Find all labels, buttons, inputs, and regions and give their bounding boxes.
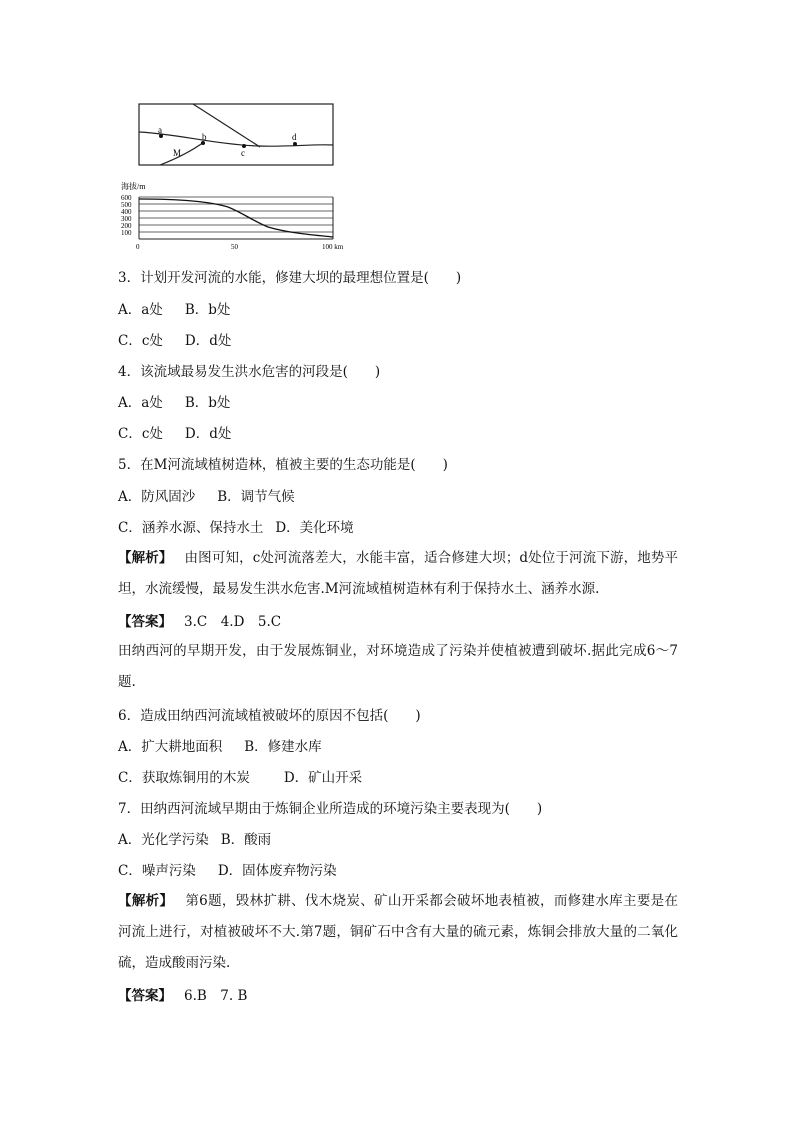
q7-option-c: C．噪声污染 [118,863,196,879]
q6-stem: 6．造成田纳西河流域植被破坏的原因不包括( ) [118,708,421,724]
q3-option-d: D．d处 [184,333,232,349]
answer-2-text: 6.B 7. B [184,988,248,1004]
profile-y-axis-title: 海拔/m [121,182,146,191]
tributary-m [160,142,204,165]
y-tick-500: 500 [121,201,132,209]
q7-option-a: A．光化学污染 [118,832,209,848]
river-m-label: M [173,148,182,158]
q6-options-row1 [118,737,678,757]
y-tick-200: 200 [121,222,132,230]
q4-option-a: A．a处 [118,395,163,411]
q3-option-b: B．b处 [184,302,231,318]
y-tick-300: 300 [121,215,132,223]
q3-option-c: C．c处 [118,333,163,349]
analysis-1 [118,543,678,605]
river-figure [118,100,348,260]
q6-option-c: C．获取炼铜用的木炭 [118,770,250,786]
analysis-2 [118,886,678,979]
q6-option-b: B．修建水库 [244,739,322,755]
q4-options-row2 [118,424,678,444]
point-d-label: d [292,132,297,142]
q5-option-b: B．调节气候 [217,489,295,505]
point-a-label: a [158,125,162,135]
point-b-label: b [202,132,207,142]
answer-2-tag: 【答案】 [118,988,172,1004]
q6-option-a: A．扩大耕地面积 [118,739,223,755]
q5-options-row2 [118,518,678,538]
river-map [139,104,333,165]
answer-1-text: 3.C 4.D 5.C [184,614,282,630]
analysis-2-text: 第6题，毁林扩耕、伐木烧炭、矿山开采都会破坏地表植被，而修建水库主要是在河流上进行，对植被破坏不大.第7题，铜矿石中含有大量的硫元素，炼铜会排放大量的二氧化硫，造成酸雨污染. [118,893,678,971]
y-tick-400: 400 [121,208,132,216]
q7-options-row1 [118,830,678,850]
q3-stem: 3．计划开发河流的水能，修建大坝的最理想位置是( ) [118,270,462,286]
answer-1-tag: 【答案】 [118,614,172,630]
y-tick-600: 600 [121,194,132,202]
q3-options-row2 [118,331,678,351]
q7-stem: 7．田纳西河流域早期由于炼铜企业所造成的环境污染主要表现为( ) [118,801,543,817]
x-tick-0: 0 [136,243,140,251]
q4-option-b: B．b处 [184,395,231,411]
answer-1 [118,612,678,632]
q7-option-d: D．固体废弃物污染 [217,863,337,879]
main-river [139,132,333,146]
q7-options-row2 [118,861,678,881]
intro-paragraph: 田纳西河的早期开发，由于发展炼铜业，对环境造成了污染并使植被遭到破坏.据此完成6～7题. [118,643,678,690]
answer-2 [118,986,678,1006]
q4-stem: 4．该流域最易发生洪水危害的河段是( ) [118,364,381,380]
q5-option-d: D．美化环境 [275,520,354,536]
q3-options-row1 [118,300,678,320]
y-tick-100: 100 [121,229,132,237]
analysis-2-tag: 【解析】 [118,893,174,909]
q4-options-row1 [118,393,678,413]
q6-options-row2 [118,768,678,788]
q5-options-row1 [118,487,678,507]
q5-option-a: A．防风固沙 [118,489,196,505]
q5-option-c: C．涵养水源、保持水土 [118,520,264,536]
q6-option-d: D．矿山开采 [283,770,363,786]
analysis-1-text: 由图可知，c处河流落差大，水能丰富，适合修建大坝；d处位于河流下游，地势平坦，水流缓慢，最易发生洪水危害.M河流域植树造林有利于保持水土、涵养水源. [118,550,679,597]
x-tick-100: 100 km [322,243,344,251]
q7-option-b: B．酸雨 [220,832,272,848]
q3-option-a: A．a处 [118,302,163,318]
analysis-1-tag: 【解析】 [118,550,173,566]
q4-option-c: C．c处 [118,426,163,442]
x-tick-50: 50 [231,243,238,251]
q5-stem: 5．在M河流域植树造林，植被主要的生态功能是( ) [118,457,448,473]
point-c-label: c [241,148,245,158]
point-d-marker [293,142,297,146]
q4-option-d: D．d处 [184,426,232,442]
elevation-profile [121,181,344,251]
